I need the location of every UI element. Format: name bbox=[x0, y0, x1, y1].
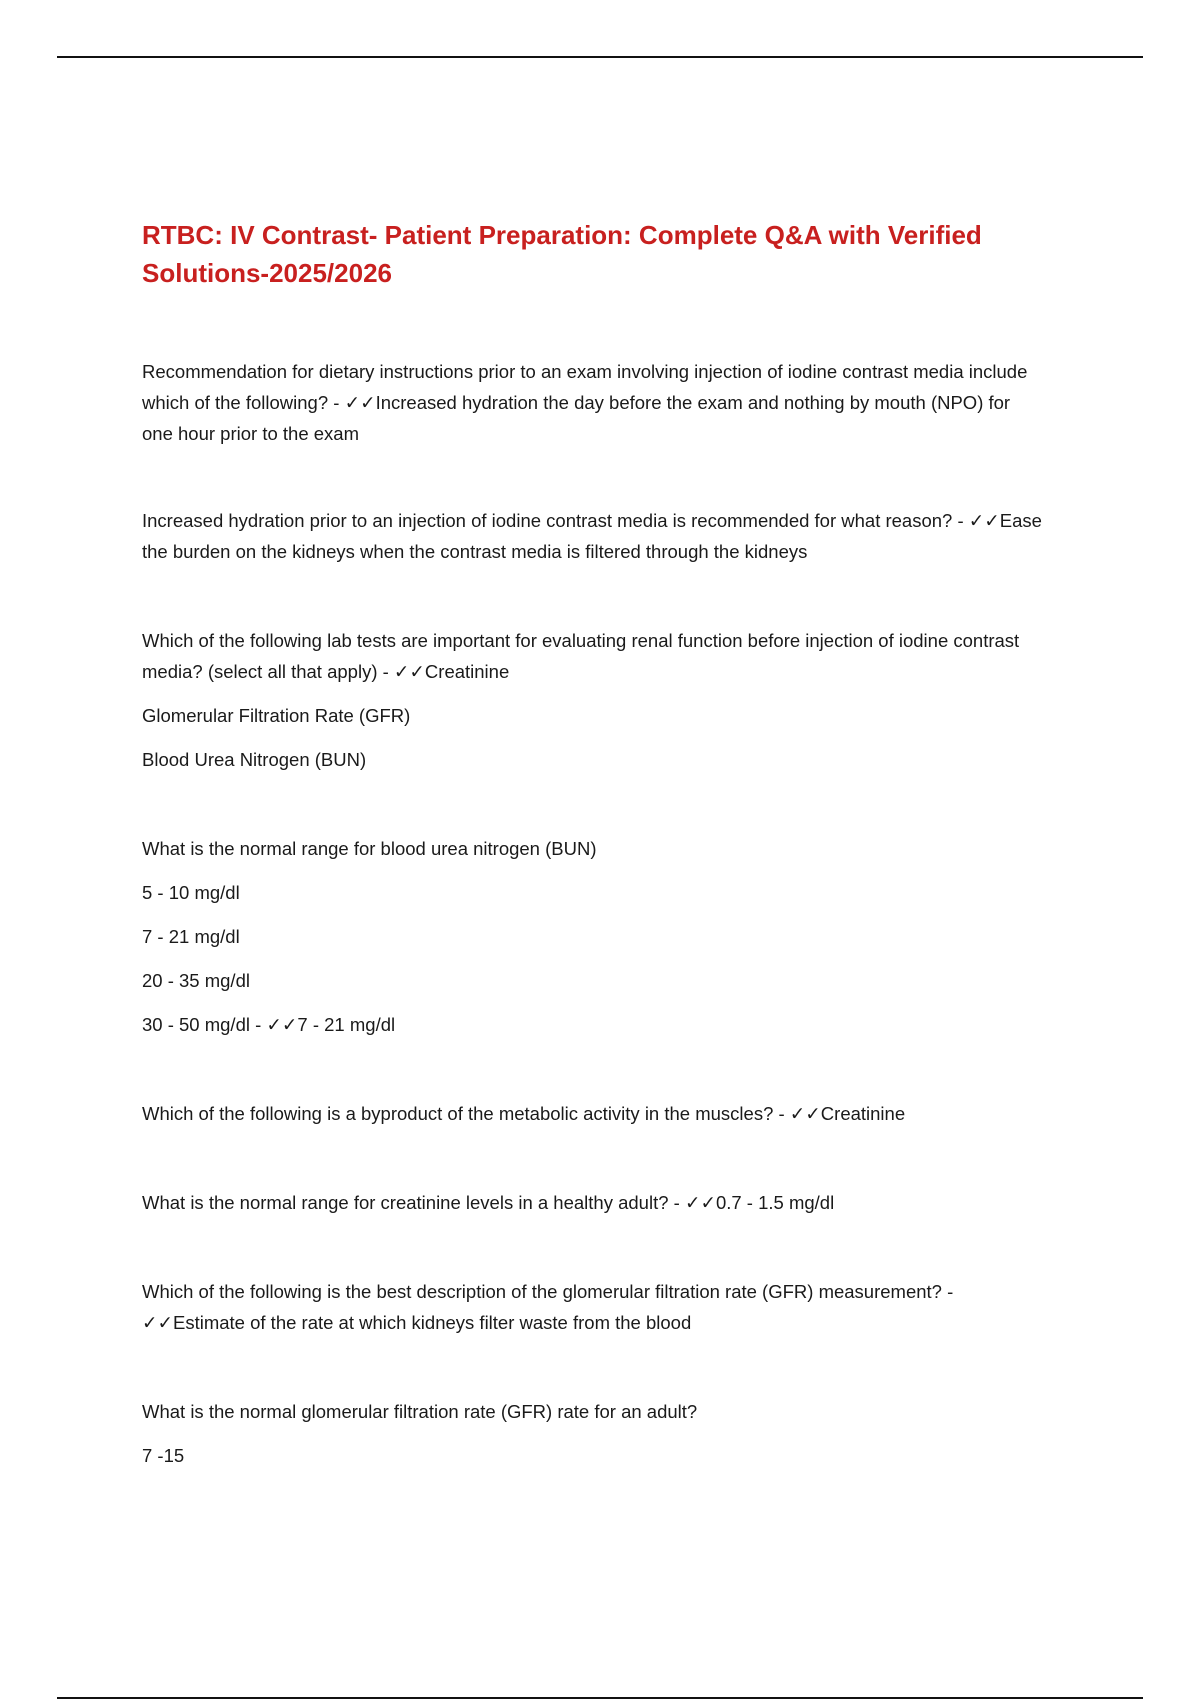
qa-text: What is the normal range for creatinine levels in a healthy adult? - ✓✓0.7 - 1.5 mg/dl bbox=[142, 1192, 835, 1213]
qa-option-line: 30 - 50 mg/dl - ✓✓7 - 21 mg/dl bbox=[142, 1014, 396, 1035]
qa-item-renal-lab-tests bbox=[142, 625, 1042, 775]
qa-text: What is the normal glomerular filtration rate (GFR) rate for an adult? bbox=[142, 1401, 698, 1422]
qa-item-creatinine-range bbox=[142, 1187, 1042, 1218]
qa-option-line: 5 - 10 mg/dl bbox=[142, 882, 240, 903]
qa-answer-line: Blood Urea Nitrogen (BUN) bbox=[142, 749, 367, 770]
document-body bbox=[142, 216, 1042, 1471]
qa-item-muscle-byproduct bbox=[142, 1098, 1042, 1129]
qa-item-gfr-normal-rate bbox=[142, 1396, 1042, 1471]
qa-option-line: 20 - 35 mg/dl bbox=[142, 970, 250, 991]
qa-text: Which of the following lab tests are important for evaluating renal function before injection of iodine contrast media? (select all that apply) - ✓✓Creatinine bbox=[142, 630, 1020, 682]
qa-item-dietary-instructions bbox=[142, 356, 1042, 449]
footer-rule bbox=[57, 1697, 1143, 1699]
qa-text: Which of the following is a byproduct of the metabolic activity in the muscles? - ✓✓Creatinine bbox=[142, 1103, 906, 1124]
qa-option-line: 7 -15 bbox=[142, 1445, 185, 1466]
document-title: RTBC: IV Contrast- Patient Preparation: Complete Q&A with Verified Solutions-2025/2026 bbox=[142, 220, 982, 288]
qa-text: Which of the following is the best description of the glomerular filtration rate (GFR) measurement? - ✓✓Estimate of the rate at which kidneys filter waste from the blood bbox=[142, 1281, 954, 1333]
qa-text: Recommendation for dietary instructions prior to an exam involving injection of iodine contrast media include which of the following? - ✓✓Increased hydration the day before the exam and nothing by mouth (NPO) for one hour prior to the exam bbox=[142, 361, 1028, 444]
qa-text: Increased hydration prior to an injection of iodine contrast media is recommended for what reason? - ✓✓Ease the burden on the kidneys when the contrast media is filtered through the kidneys bbox=[142, 510, 1042, 562]
qa-item-bun-range bbox=[142, 833, 1042, 1040]
qa-answer-line: Glomerular Filtration Rate (GFR) bbox=[142, 705, 411, 726]
qa-text: What is the normal range for blood urea nitrogen (BUN) bbox=[142, 838, 597, 859]
qa-item-hydration-reason bbox=[142, 505, 1042, 567]
header-rule bbox=[57, 56, 1143, 58]
qa-option-line: 7 - 21 mg/dl bbox=[142, 926, 240, 947]
qa-item-gfr-description bbox=[142, 1276, 1042, 1338]
